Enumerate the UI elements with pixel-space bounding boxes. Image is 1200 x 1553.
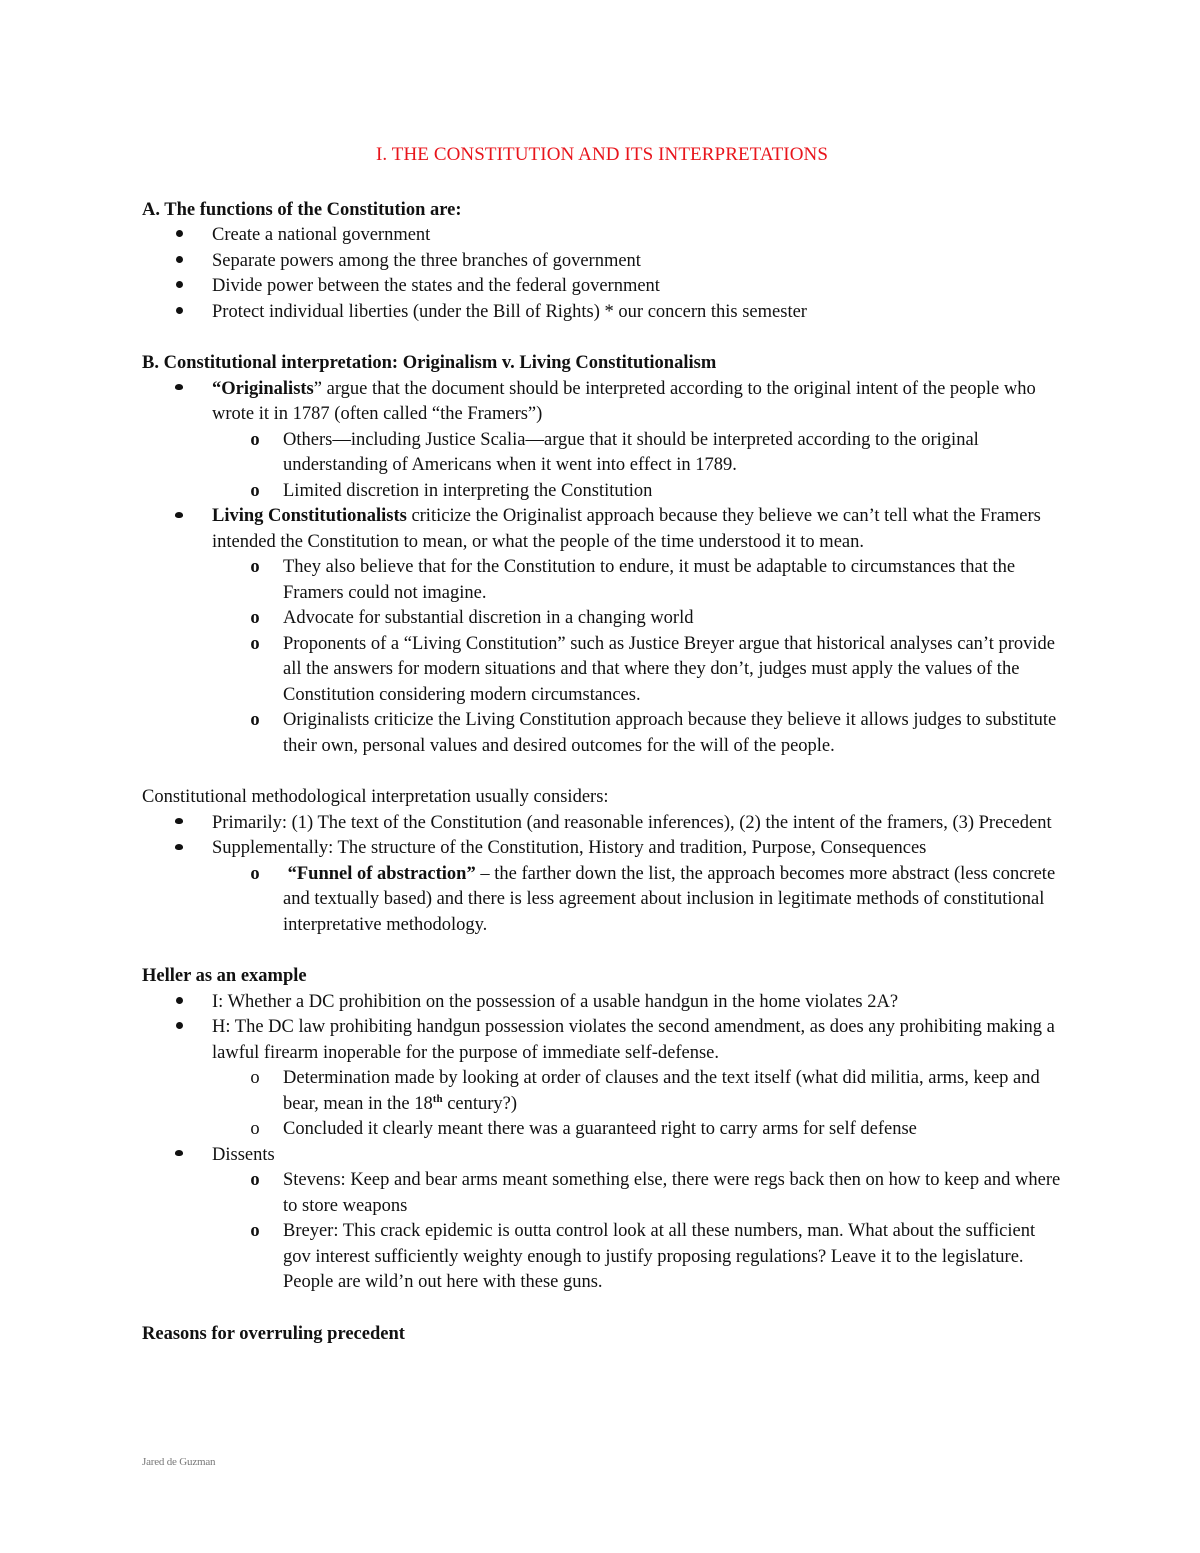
bullet-icon (174, 1143, 184, 1169)
list-item: Create a national government (142, 223, 1062, 249)
bullet-icon (174, 223, 184, 249)
list-item-living: Living Constitutionalists criticize the Originalist approach because they believe we can’t tell what the Framers intended the Constitution to mean, or what the people of the time understood it to mean. o They also believe that for the Constitution to endure, it must be adaptable to circumstances that the Framers could not imagine. o Advocate for substantial discretion in a changing world o Proponents of a “Living Constitution” such as Justice Breyer argue that historical analyses can’t provide all the answers for modern situations and that where they don’t, judges must apply the values of the Constitution considering modern circumstances. o Originalists criticize the Living Constitution approach because they believe it allows judges to substitute their own, personal values and desired outcomes for the will of the people. (142, 504, 1062, 759)
sub-list-item: o Breyer: This crack epidemic is outta control look at all these numbers, man. What about the sufficient gov interest sufficiently weighty enough to justify proposing regulations? Leave it to the legislature. People are wild’n out here with these guns. (250, 1221, 1036, 1292)
sub-bullet-icon: o (250, 1068, 260, 1088)
overruling-heading: Reasons for overruling precedent (142, 1323, 405, 1344)
sub-list-item: o Determination made by looking at order of clauses and the text itself (what did militia, arms, keep and bear, mean in the 18th century?) (250, 1068, 1040, 1114)
living-sublist (212, 555, 1062, 759)
list-item: Divide power between the states and the federal government (142, 274, 1062, 300)
sub-list-item: o Stevens: Keep and bear arms meant something else, there were regs back then on how to keep and where to store weapons (250, 1170, 1061, 1216)
sub-list-item: o Advocate for substantial discretion in a changing world (142, 606, 1062, 632)
sub-bullet-icon: o (250, 863, 260, 884)
bullet-icon (174, 1015, 184, 1041)
page-title: I. THE CONSTITUTION AND ITS INTERPRETATIONS (375, 144, 829, 165)
list-item: I: Whether a DC prohibition on the possession of a usable handgun in the home violates 2A? (142, 990, 1062, 1016)
holding-sublist (212, 1066, 1062, 1143)
sub-list-item: o “Funnel of abstraction” – the farther down the list, the approach becomes more abstract (less concrete and textually based) and there is less agreement about inclusion in legitimate methods of constitutional interpretative methodology. (250, 863, 1056, 935)
methodology-sublist (212, 862, 1062, 939)
list-item: Supplementally: The structure of the Constitution, History and tradition, Purpose, Consequences o “Funnel of abstraction” – the farther down the list, the approach becomes more abstract (less concrete and textually based) and there is less agreement about inclusion in legitimate methods of constitutional interpretative methodology. (142, 836, 1062, 938)
document-content (142, 142, 1062, 1347)
bullet-icon (174, 274, 184, 300)
sub-list-item: o Limited discretion in interpreting the Constitution (142, 479, 1062, 505)
list-item-originalists: “Originalists” argue that the document should be interpreted according to the original intent of the people who wrote it in 1787 (often called “the Framers”) o Others—including Justice Scalia—argue that it should be interpreted according to the original understanding of Americans when it went into effect in 1789. o Limited discretion in interpreting the Constitution (142, 377, 1062, 505)
sub-bullet-icon: o (250, 1170, 260, 1190)
sub-bullet-icon: o (250, 710, 260, 730)
originalists-sublist (212, 428, 1062, 505)
methodology-list (142, 811, 1062, 939)
bullet-icon (174, 249, 184, 275)
sub-bullet-icon: o (250, 1119, 260, 1139)
sub-bullet-icon: o (250, 608, 260, 628)
section-a-heading: A. The functions of the Constitution are: (142, 199, 462, 220)
dissents-sublist (212, 1168, 1062, 1296)
list-item: Dissents o Stevens: Keep and bear arms meant something else, there were regs back then on how to keep and where to store weapons o Breyer: This crack epidemic is outta control look at all these numbers, man. What about the sufficient gov interest sufficiently weighty enough to justify proposing regulations? Leave it to the legislature. People are wild’n out here with these guns. (142, 1143, 1062, 1296)
methodology-intro: Constitutional methodological interpretation usually considers: (142, 787, 609, 807)
list-item: Protect individual liberties (under the Bill of Rights) * our concern this semester (142, 300, 1062, 326)
bullet-icon (174, 377, 184, 403)
section-a-list (142, 223, 1062, 325)
bullet-icon (174, 811, 184, 837)
page-footer: Jared de Guzman (142, 1456, 216, 1468)
sub-bullet-icon: o (250, 429, 260, 450)
sub-bullet-icon: o (250, 1221, 260, 1241)
sub-bullet-icon: o (250, 633, 260, 654)
sub-list-item: o Others—including Justice Scalia—argue that it should be interpreted according to the original understanding of Americans when it went into effect in 1789. (250, 429, 979, 475)
sub-list-item: o They also believe that for the Constitution to endure, it must be adaptable to circumstances that the Framers could not imagine. (250, 557, 1016, 603)
bullet-icon (174, 990, 184, 1016)
heller-heading: Heller as an example (142, 966, 307, 986)
sub-list-item: o Originalists criticize the Living Constitution approach because they believe it allows judges to substitute their own, personal values and desired outcomes for the will of the people. (250, 710, 1057, 756)
sub-list-item: o Proponents of a “Living Constitution” such as Justice Breyer argue that historical analyses can’t provide all the answers for modern situations and that where they don’t, judges must apply the values of the Constitution considering modern circumstances. (250, 633, 1056, 705)
sub-bullet-icon: o (250, 480, 260, 501)
sub-bullet-icon: o (250, 557, 260, 577)
list-item: Primarily: (1) The text of the Constitution (and reasonable inferences), (2) the intent of the framers, (3) Precedent (142, 811, 1062, 837)
heller-list (142, 990, 1062, 1296)
bullet-icon (174, 300, 184, 326)
list-item: H: The DC law prohibiting handgun possession violates the second amendment, as does any prohibiting making a lawful firearm inoperable for the purpose of immediate self-defense. o Determination made by looking at order of clauses and the text itself (what did militia, arms, keep and bear, mean in the 18th century?) o Concluded it clearly meant there was a guaranteed right to carry arms for self defense (142, 1015, 1062, 1143)
section-b-heading: B. Constitutional interpretation: Originalism v. Living Constitutionalism (142, 353, 717, 373)
bullet-icon (174, 836, 184, 862)
list-item: Separate powers among the three branches of government (142, 249, 1062, 275)
sub-list-item: o Concluded it clearly meant there was a guaranteed right to carry arms for self defense (142, 1117, 1062, 1143)
section-b-list (142, 377, 1062, 760)
bullet-icon (174, 504, 184, 530)
